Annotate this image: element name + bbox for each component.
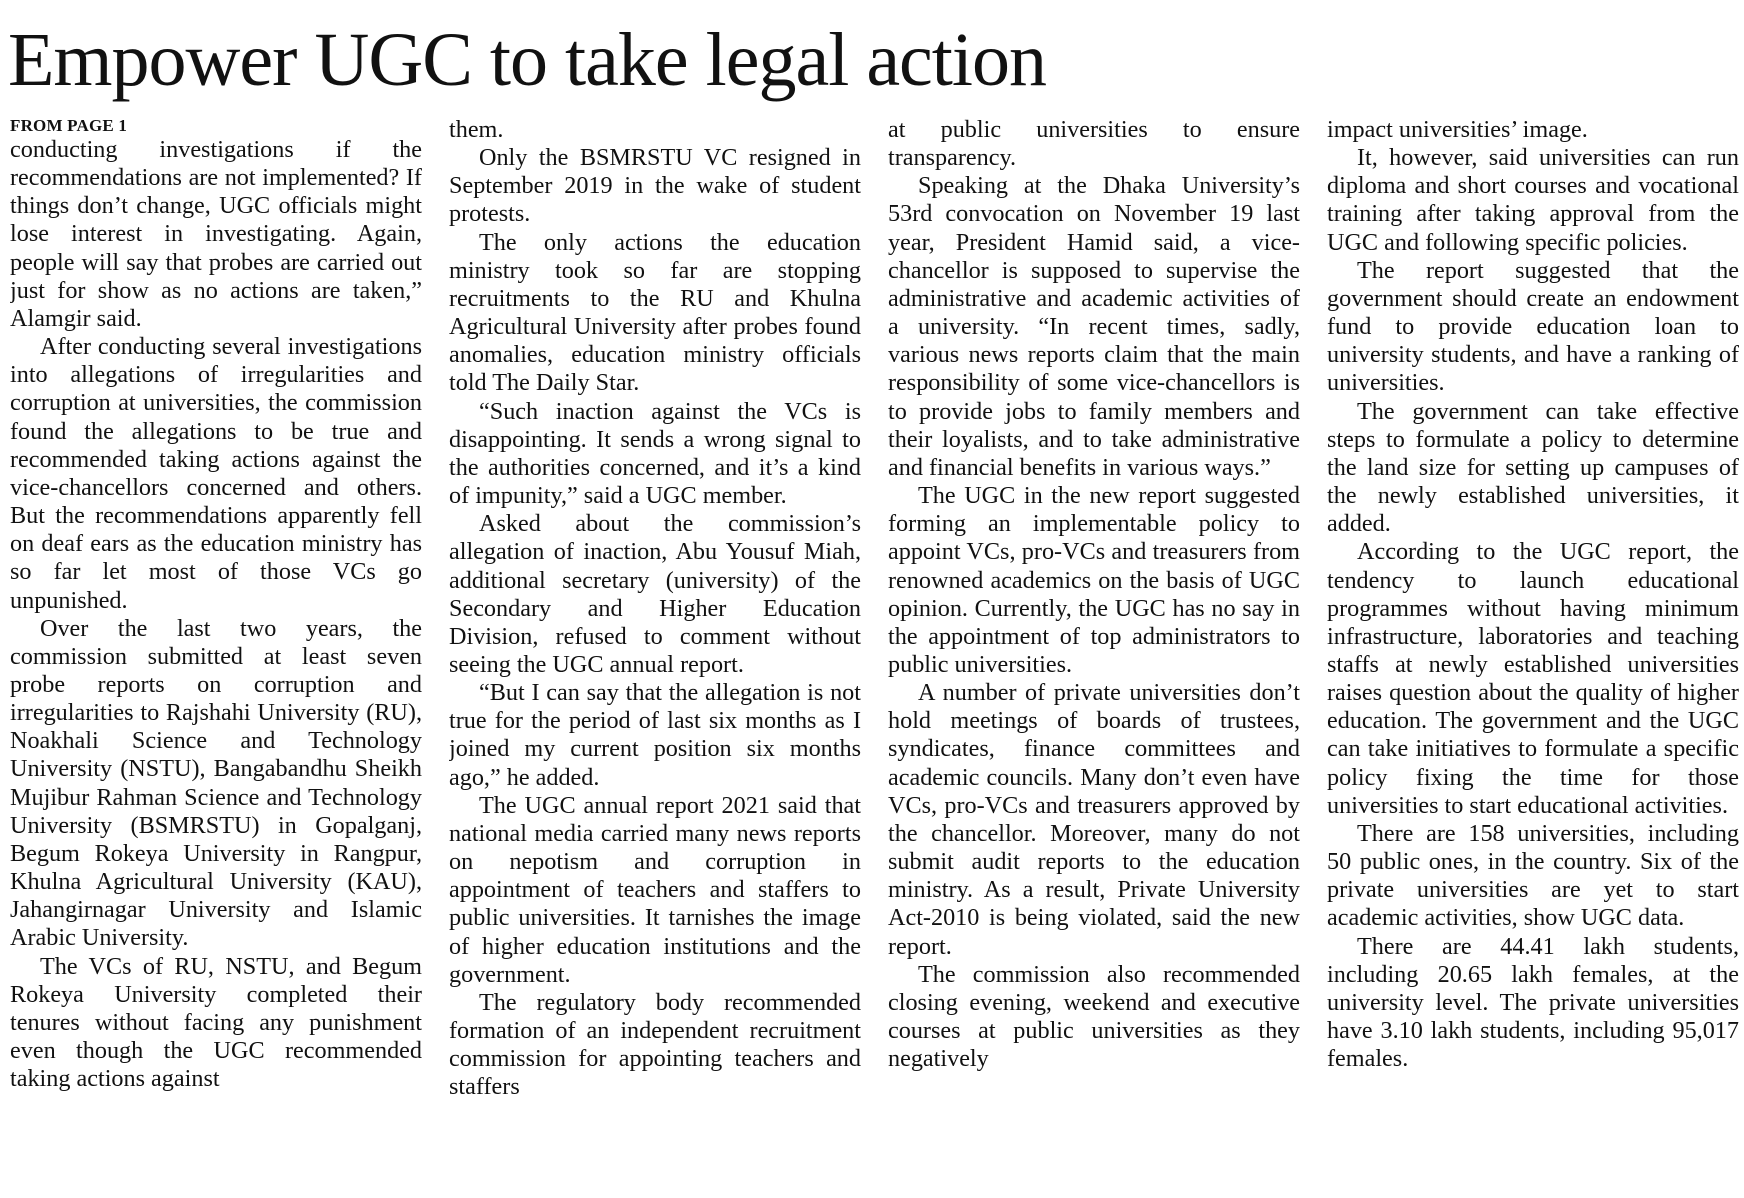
- paragraph: them.: [449, 116, 504, 143]
- paragraph: The UGC in the new report suggested forming an implementable policy to appoint VCs, pro-VCs and treasurers from renowned academics on the basis of UGC opinion. Currently, the UGC has no say in the appointment of top administrators to public universities.: [888, 482, 1300, 678]
- paragraph: There are 44.41 lakh students, including 20.65 lakh females, at the university level. The private universities have 3.10 lakh students, including 95,017 females.: [1327, 932, 1739, 1073]
- paragraph: Speaking at the Dhaka University’s 53rd convocation on November 19 last year, President Hamid said, a vice-chancellor is supposed to supervise the administrative and academic activities of a university. “In recent times, sadly, various news reports claim that the main responsibility of some vice-chancellors is to provide jobs to family members and their loyalists, and to take administrative and financial benefits in various ways.”: [888, 172, 1300, 481]
- paragraph: The commission also recommended closing evening, weekend and executive courses at public universities as they negatively: [888, 960, 1300, 1073]
- paragraph: After conducting several investigations into allegations of irregularities and corruption at universities, the commission found the allegations to be true and recommended taking actions against the vice-chancellors concerned and others. But the recommendations apparently fell on deaf ears as the education ministry has so far let most of those VCs go unpunished.: [10, 333, 422, 614]
- paragraph: conducting investigations if the recommendations are not implemented? If things don’t change, UGC officials might lose interest in investigating. Again, people will say that probes are carried out just for show as no actions are taken,” Alamgir said.: [10, 136, 422, 332]
- paragraph: The government can take effective steps to formulate a policy to determine the land size for setting up campuses of the newly established universities, it added.: [1327, 397, 1739, 538]
- article-column-2: [449, 116, 861, 1186]
- paragraph: “But I can say that the allegation is not true for the period of last six months as I joined my current position six months ago,” he added.: [449, 679, 861, 791]
- paragraph: impact universities’ image.: [1327, 116, 1588, 143]
- paragraph: Over the last two years, the commission submitted at least seven probe reports on corruption and irregularities to Rajshahi University (RU), Noakhali Science and Technology University (NSTU), Bangabandhu Sheikh Mujibur Rahman Science and Technology University (BSMRSTU) in Gopalganj, Begum Rokeya University in Rangpur, Khulna Agricultural University (KAU), Jahangirnagar University and Islamic Arabic University.: [10, 614, 422, 952]
- paragraph: The only actions the education ministry took so far are stopping recruitments to the RU and Khulna Agricultural University after probes found anomalies, education ministry officials told The Daily Star.: [449, 228, 861, 397]
- article-column-4: [1327, 116, 1739, 1186]
- paragraph: A number of private universities don’t hold meetings of boards of trustees, syndicates, finance committees and academic councils. Many don’t even have VCs, pro-VCs and treasurers approved by the chancellor. Moreover, many do not submit audit reports to the education ministry. As a result, Private University Act-2010 is being violated, said the new report.: [888, 679, 1300, 960]
- paragraph: It, however, said universities can run diploma and short courses and vocational training after taking approval from the UGC and following specific policies.: [1327, 144, 1739, 256]
- headline: Empower UGC to take legal action: [8, 18, 1047, 102]
- paragraph: The UGC annual report 2021 said that national media carried many news reports on nepotism and corruption in appointment of teachers and staffers to public universities. It tarnishes the image of higher education institutions and the government.: [449, 791, 861, 988]
- article-column-1: [10, 116, 422, 1186]
- paragraph: The report suggested that the government should create an endowment fund to provide education loan to university students, and have a ranking of universities.: [1327, 256, 1739, 397]
- continuation-kicker: FROM PAGE 1: [10, 116, 128, 135]
- paragraph: Only the BSMRSTU VC resigned in September 2019 in the wake of student protests.: [449, 144, 861, 228]
- paragraph: “Such inaction against the VCs is disappointing. It sends a wrong signal to the authorities concerned, and it’s a kind of impunity,” said a UGC member.: [449, 397, 861, 510]
- article-column-3: [888, 116, 1300, 1186]
- paragraph: The regulatory body recommended formation of an independent recruitment commission for appointing teachers and staffers: [449, 988, 861, 1101]
- paragraph: The VCs of RU, NSTU, and Begum Rokeya University completed their tenures without facing any punishment even though the UGC recommended taking actions against: [10, 952, 422, 1093]
- paragraph: According to the UGC report, the tendency to launch educational programmes without having minimum infrastructure, laboratories and teaching staffs at newly established universities raises question about the quality of higher education. The government and the UGC can take initiatives to formulate a specific policy fixing the time for those universities to start educational activities.: [1327, 538, 1739, 819]
- paragraph: at public universities to ensure transparency.: [888, 116, 1300, 172]
- paragraph: Asked about the commission’s allegation of inaction, Abu Yousuf Miah, additional secretary (university) of the Secondary and Higher Education Division, refused to comment without seeing the UGC annual report.: [449, 510, 861, 678]
- paragraph: There are 158 universities, including 50 public ones, in the country. Six of the private universities are yet to start academic activities, show UGC data.: [1327, 819, 1739, 932]
